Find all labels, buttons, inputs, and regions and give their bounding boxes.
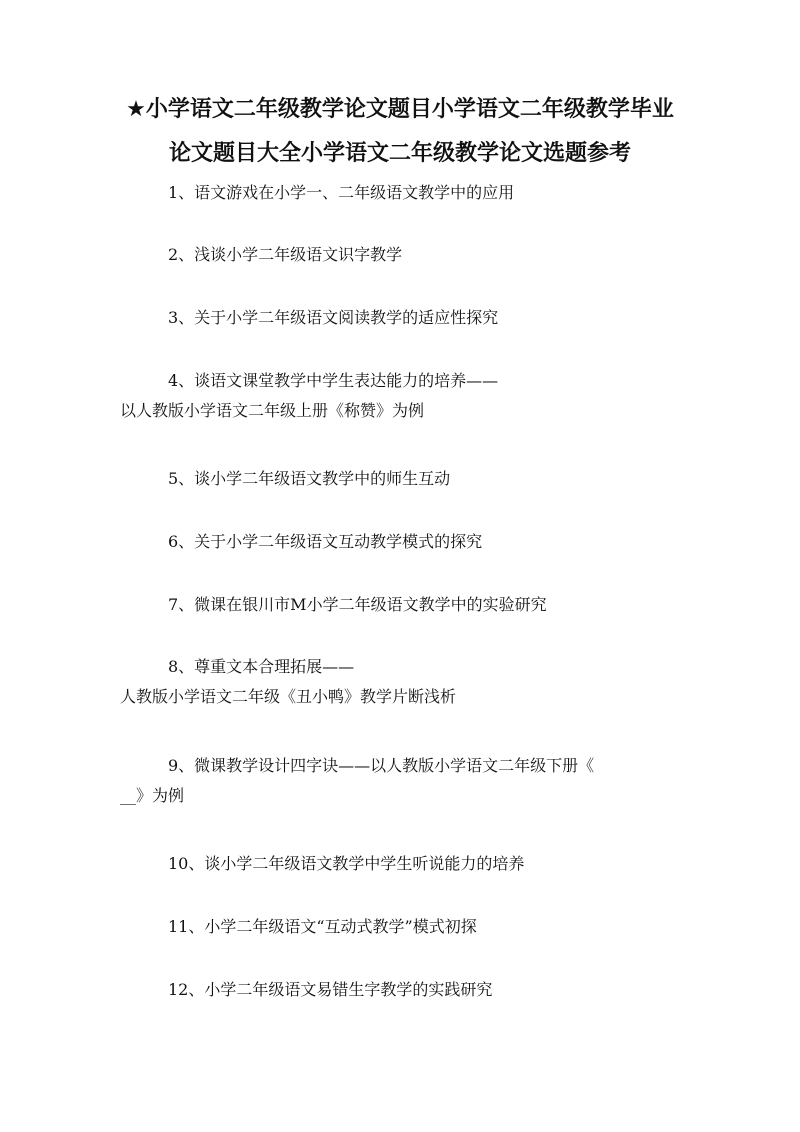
- list-item-text: 5、谈小学二年级语文教学中的师生互动: [168, 469, 451, 488]
- list-item-text: 10、谈小学二年级语文教学中学生听说能力的培养: [168, 854, 525, 873]
- list-item-text: 12、小学二年级语文易错生字教学的实践研究: [168, 980, 493, 999]
- list-item-text: 11、小学二年级语文“互动式教学”模式初探: [168, 917, 477, 936]
- list-item: [120, 366, 680, 426]
- list-item: [120, 178, 680, 208]
- list-item-text: 6、关于小学二年级语文互动教学模式的探究: [168, 532, 483, 551]
- list-item-continuation: __》为例: [120, 786, 185, 805]
- list-item: [120, 590, 680, 620]
- list-item: [120, 912, 680, 942]
- list-item: [120, 464, 680, 494]
- list-item: [120, 849, 680, 879]
- list-item: [120, 527, 680, 557]
- list-item: [120, 652, 680, 712]
- title-line-1: ★小学语文二年级教学论文题目小学语文二年级教学毕业: [126, 97, 674, 122]
- list-item-text: 1、语文游戏在小学一、二年级语文教学中的应用: [168, 183, 515, 202]
- list-item-text: 8、尊重文本合理拓展——: [168, 657, 355, 676]
- title-line-2: 论文题目大全小学语文二年级教学论文选题参考: [168, 141, 631, 166]
- list-item-continuation: 人教版小学语文二年级《丑小鸭》教学片断浅析: [120, 687, 457, 706]
- list-item: [120, 751, 680, 811]
- list-item-text: 9、微课教学设计四字诀——以人教版小学语文二年级下册《: [168, 756, 595, 775]
- list-item-text: 4、谈语文课堂教学中学生表达能力的培养——: [168, 371, 499, 390]
- list-item: [120, 240, 680, 270]
- list-item-text: 3、关于小学二年级语文阅读教学的适应性探究: [168, 308, 499, 327]
- list-item-continuation: 以人教版小学语文二年级上册《称赞》为例: [120, 401, 425, 420]
- list-item: [120, 303, 680, 333]
- list-item: [120, 975, 680, 1005]
- list-item-text: 7、微课在银川市M小学二年级语文教学中的实验研究: [168, 595, 547, 614]
- list-item-text: 2、浅谈小学二年级语文识字教学: [168, 245, 403, 264]
- document-title: [110, 88, 690, 176]
